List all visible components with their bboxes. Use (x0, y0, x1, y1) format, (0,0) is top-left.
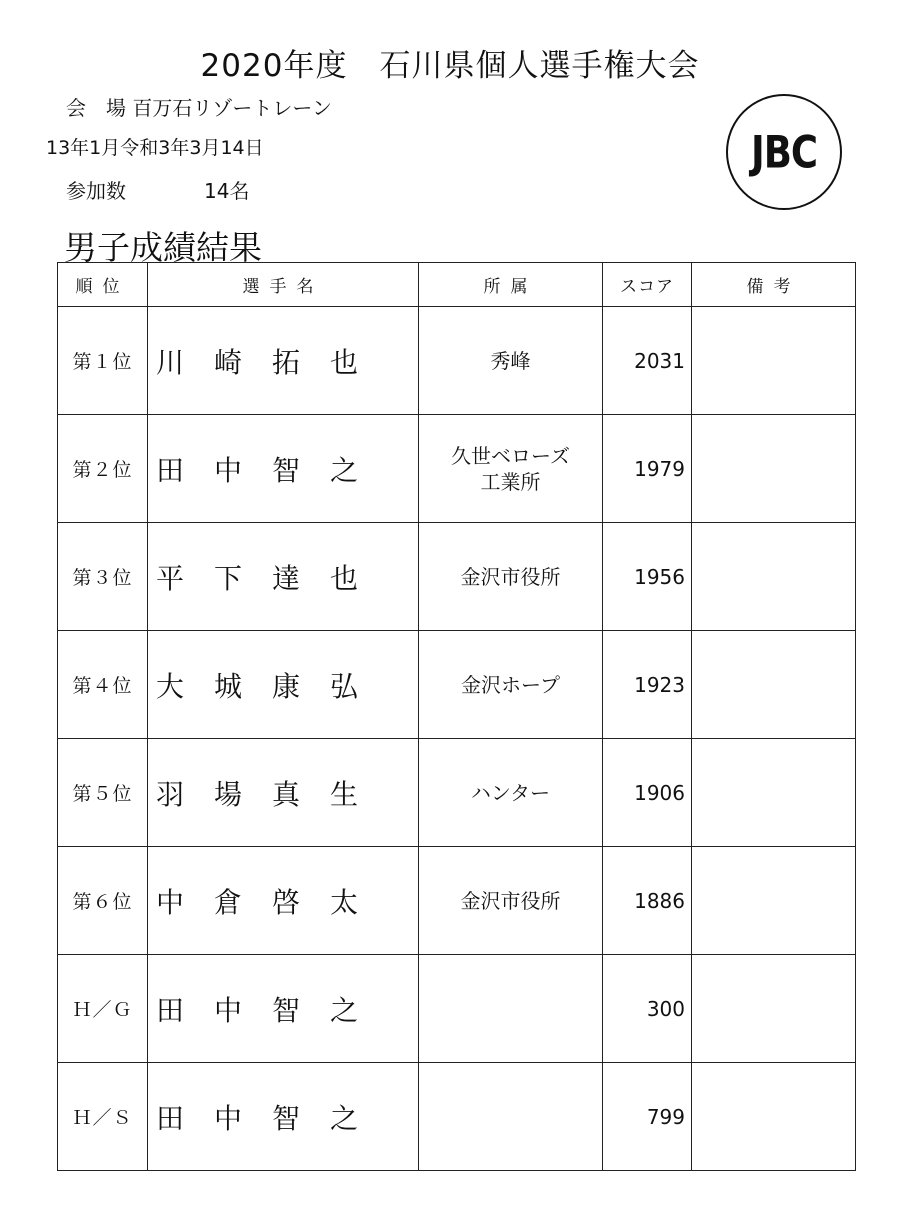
column-header-score: スコア (603, 263, 692, 307)
participants-label: 参加数 (66, 179, 126, 203)
table-row (58, 415, 856, 523)
column-header-note: 備考 (692, 263, 856, 307)
table-row (58, 739, 856, 847)
note-cell (692, 739, 856, 847)
affiliation-cell: 金沢市役所 (419, 847, 603, 955)
participants-value: 14名 (204, 179, 250, 203)
rank-cell: 第２位 (58, 415, 148, 523)
table-row (58, 307, 856, 415)
column-header-name: 選手名 (148, 263, 419, 307)
table-row (58, 1063, 856, 1171)
affiliation-cell: 金沢市役所 (419, 523, 603, 631)
score-cell: 799 (603, 1063, 692, 1171)
note-cell (692, 1063, 856, 1171)
rank-cell: 第５位 (58, 739, 148, 847)
rank-cell: 第１位 (58, 307, 148, 415)
score-cell: 1979 (603, 415, 692, 523)
player-name-cell: 田中智之 (148, 955, 419, 1063)
score-cell: 1906 (603, 739, 692, 847)
rank-cell: 第４位 (58, 631, 148, 739)
jbc-logo (726, 94, 842, 210)
score-cell: 1923 (603, 631, 692, 739)
venue-value: 百万石リゾートレーン (132, 96, 332, 120)
affiliation-cell: ハンター (419, 739, 603, 847)
affiliation-cell (419, 955, 603, 1063)
page-title: 2020年度 石川県個人選手権大会 (200, 48, 700, 84)
venue-label: 会 場 (66, 96, 126, 120)
player-name-cell: 大城康弘 (148, 631, 419, 739)
rank-cell: Ｈ／Ｓ (58, 1063, 148, 1171)
event-date: 13年1月令和3年3月14日 (46, 137, 264, 159)
logo-text: JBC (750, 126, 818, 178)
section-title: 男子成績結果 (64, 228, 262, 267)
score-cell: 1886 (603, 847, 692, 955)
player-name-cell: 川崎拓也 (148, 307, 419, 415)
note-cell (692, 955, 856, 1063)
table-row (58, 631, 856, 739)
table-row (58, 955, 856, 1063)
participants-line (66, 175, 250, 204)
table-row (58, 847, 856, 955)
table-header-row (58, 263, 856, 307)
note-cell (692, 523, 856, 631)
player-name-cell: 羽場真生 (148, 739, 419, 847)
venue-line (66, 92, 332, 121)
score-cell: 300 (603, 955, 692, 1063)
results-table (57, 262, 856, 1171)
player-name-cell: 中倉啓太 (148, 847, 419, 955)
affiliation-cell: 秀峰 (419, 307, 603, 415)
note-cell (692, 631, 856, 739)
note-cell (692, 847, 856, 955)
rank-cell: 第３位 (58, 523, 148, 631)
rank-cell: 第６位 (58, 847, 148, 955)
table-row (58, 523, 856, 631)
affiliation-cell (419, 1063, 603, 1171)
column-header-affiliation: 所属 (419, 263, 603, 307)
player-name-cell: 田中智之 (148, 415, 419, 523)
score-cell: 1956 (603, 523, 692, 631)
player-name-cell: 田中智之 (148, 1063, 419, 1171)
note-cell (692, 307, 856, 415)
score-cell: 2031 (603, 307, 692, 415)
affiliation-cell: 久世ベローズ 工業所 (419, 415, 603, 523)
note-cell (692, 415, 856, 523)
column-header-rank: 順位 (58, 263, 148, 307)
affiliation-cell: 金沢ホープ (419, 631, 603, 739)
rank-cell: Ｈ／Ｇ (58, 955, 148, 1063)
player-name-cell: 平下達也 (148, 523, 419, 631)
